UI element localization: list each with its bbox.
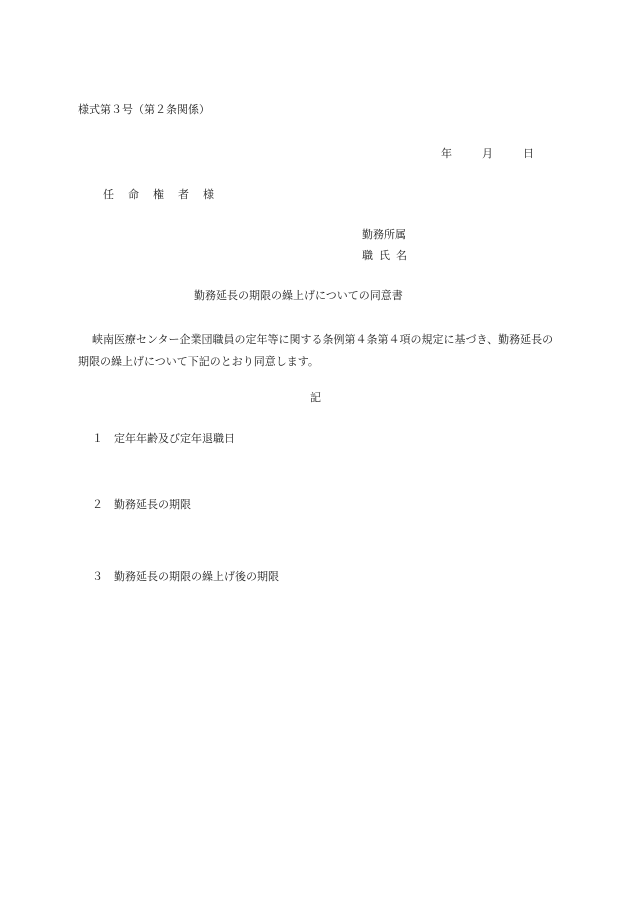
note-heading: 記: [310, 391, 321, 404]
form-number: 様式第３号（第２条関係）: [78, 103, 210, 116]
date-year-label: 年: [441, 147, 452, 160]
document-title: 勤務延長の期限の繰上げについての同意書: [194, 289, 403, 302]
list-item: [92, 570, 279, 584]
sender-name-label: 職氏名: [362, 249, 413, 262]
item-label: 定年年齢及び定年退職日: [114, 432, 235, 445]
body-paragraph: [78, 329, 558, 373]
item-number: １: [92, 432, 103, 445]
item-number: ３: [92, 570, 103, 583]
body-text: 峡南医療センター企業団職員の定年等に関する条例第４条第４項の規定に基づき、勤務延長の期限の繰上げについて下記のとおり同意します。: [78, 333, 554, 368]
list-item: [92, 498, 191, 512]
date-line: [441, 147, 534, 161]
date-day-label: 日: [523, 147, 534, 160]
sender-department-label: 勤務所属: [362, 228, 406, 241]
list-item: [92, 432, 235, 446]
addressee: 任命権者様: [103, 188, 228, 201]
item-number: ２: [92, 498, 103, 511]
date-month-label: 月: [482, 147, 493, 160]
item-label: 勤務延長の期限の繰上げ後の期限: [114, 570, 279, 583]
item-label: 勤務延長の期限: [114, 498, 191, 511]
